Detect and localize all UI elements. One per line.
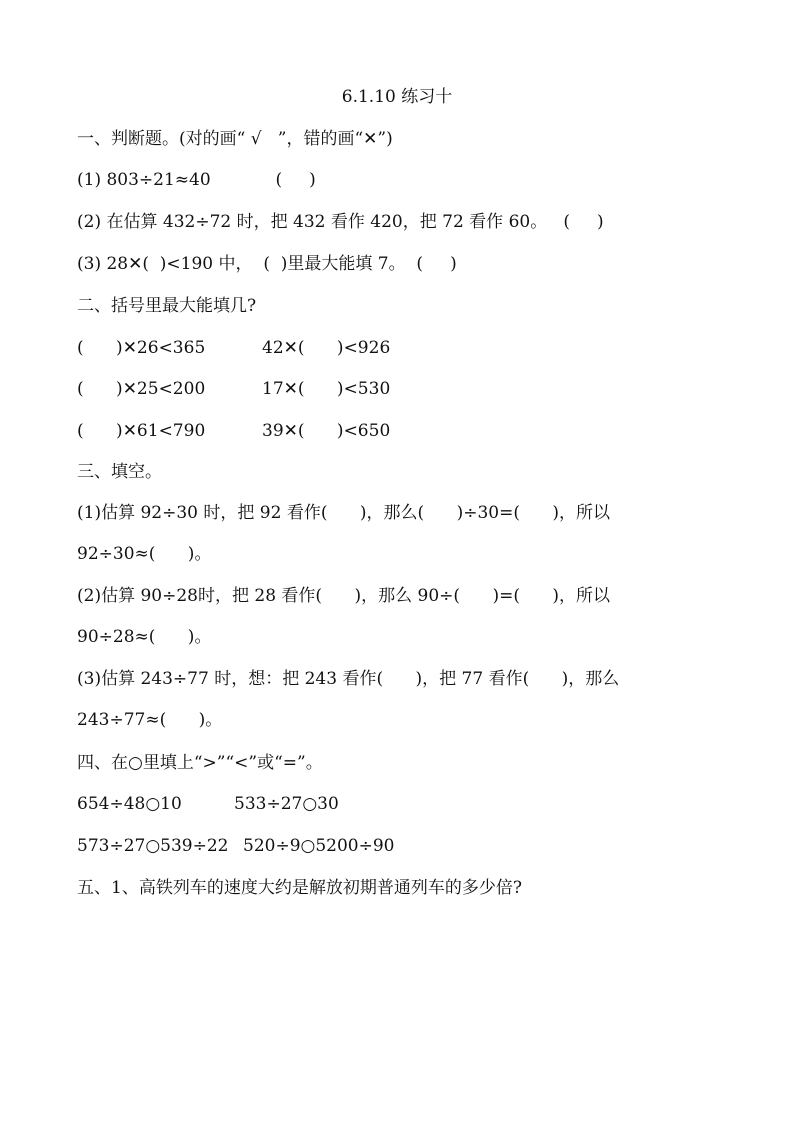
section4-row2-left: 573÷27○539÷22 — [77, 836, 229, 856]
section3-line-1: (1)估算 92÷30 时，把 92 看作( )，那么( )÷30=( )，所以 — [77, 503, 611, 523]
section2-row1-left: ( )✕26<365 — [77, 338, 206, 358]
section2-row1-right: 42✕( )<926 — [262, 338, 391, 358]
section2-row3-right: 39✕( )<650 — [262, 421, 391, 441]
section5-heading: 五、1、高铁列车的速度大约是解放初期普通列车的多少倍? — [77, 878, 522, 898]
section2-row3-left: ( )✕61<790 — [77, 421, 206, 441]
section3-line-3: (2)估算 90÷28时，把 28 看作( )，那么 90÷( )=( )，所以 — [77, 586, 611, 606]
section3-heading: 三、填空。 — [77, 462, 162, 482]
section3-line-2: 92÷30≈( )。 — [77, 544, 212, 564]
section2-heading: 二、括号里最大能填几? — [77, 296, 257, 316]
section4-heading: 四、在○里填上“>”“<”或“=”。 — [77, 753, 323, 773]
section4-row1-left: 654÷48○10 — [77, 794, 182, 814]
section1-item-1: (1) 803÷21≈40 ( ) — [77, 170, 316, 190]
section2-row2-right: 17✕( )<530 — [262, 379, 391, 399]
section2-row2-left: ( )✕25<200 — [77, 379, 206, 399]
section3-line-5: (3)估算 243÷77 时，想：把 243 看作( )，把 77 看作( )，那么 — [77, 669, 620, 689]
section4-row1-right: 533÷27○30 — [234, 794, 339, 814]
section4-row2-right: 520÷9○5200÷90 — [243, 836, 395, 856]
section1-item-3: (3) 28✕( )<190 中， ( )里最大能填 7。 ( ) — [77, 254, 457, 274]
section1-heading: 一、判断题。(对的画“ √ ”，错的画“✕”) — [77, 129, 393, 149]
section1-item-2: (2) 在估算 432÷72 时，把 432 看作 420，把 72 看作 60。 ( ) — [77, 212, 604, 232]
worksheet-title: 6.1.10 练习十 — [341, 87, 453, 107]
section3-line-6: 243÷77≈( )。 — [77, 710, 223, 730]
section3-line-4: 90÷28≈( )。 — [77, 627, 212, 647]
